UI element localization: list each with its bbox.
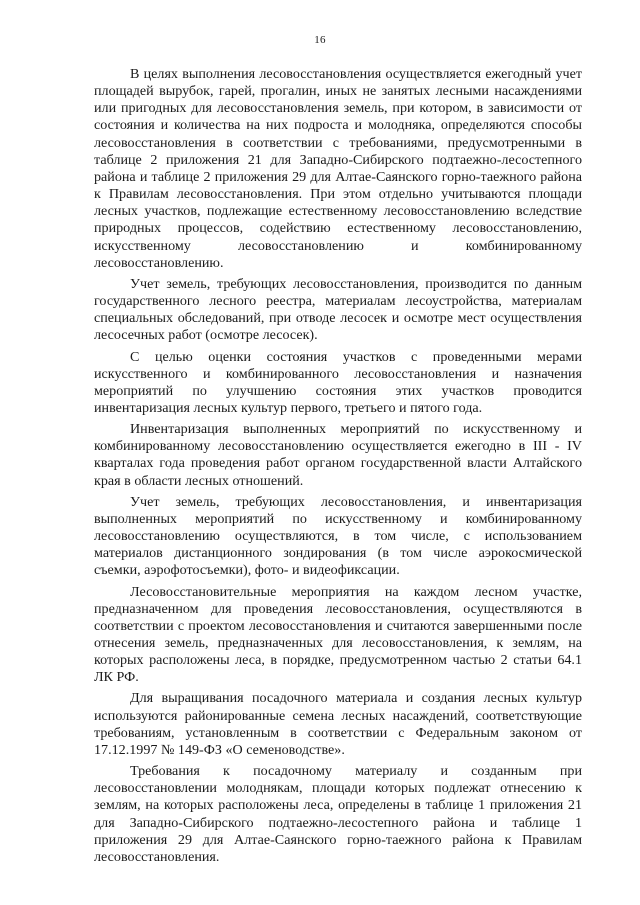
document-body [94, 66, 582, 866]
paragraph-seed-material: Для выращивания посадочного материала и создания лесных культур используются районированные семена лесных насаждений, соответствующие требованиям, установленным в соответствии с Федеральным законом от 17.12.1997 № 149-ФЗ «О семеноводстве». [94, 690, 582, 758]
paragraph-remote-sensing: Учет земель, требующих лесовосстановления, и инвентаризация выполненных мероприятий по искусственному и комбинированному лесовосстановлению осуществляются, в том числе, с использованием материалов дистанционного зондирования (в том числе аэрокосмической съемки, аэрофотосъемки), фото- и видеофиксации. [94, 493, 582, 579]
page-number: 16 [314, 34, 326, 46]
paragraph-planting-requirements: Требования к посадочному материалу и созданным при лесовосстановлении молоднякам, площади которых подлежат отнесению к землям, на которых расположены леса, определены в таблице 1 приложения 21 для Западно-Сибирского подтаежно-лесостепного района и таблице 1 приложения 29 для Алтае-Саянского горно-таежного района к Правилам лесовосстановления. [94, 763, 582, 865]
paragraph-reforestation-completion: Лесовосстановительные мероприятия на каждом лесном участке, предназначенном для проведения лесовосстановления, осуществляются в соответствии с проектом лесовосстановления и считаются завершенными после отнесения земель, предназначенных для лесовосстановления, к землям, на которых расположены леса, в порядке, предусмотренном частью 2 статьи 64.1 ЛК РФ. [94, 583, 582, 686]
paragraph-plantation-inventory: С целью оценки состояния участков с проведенными мерами искусственного и комбинированного лесовосстановления и назначения мероприятий по улучшению состояния этих участков проводится инвентаризация лесных культур первого, третьего и пятого года. [94, 348, 582, 416]
paragraph-land-accounting-sources: Учет земель, требующих лесовосстановления, производится по данным государственного лесного реестра, материалам лесоустройства, материалам специальных обследований, при отводе лесосек и осмотре мест осуществления лесосечных работ (осмотре лесосек). [94, 275, 582, 344]
paragraph-reforestation-accounting: В целях выполнения лесовосстановления осуществляется ежегодный учет площадей вырубок, гарей, прогалин, иных не занятых лесными насаждениями или пригодных для лесовосстановления земель, при котором, в зависимости от состояния и количества на них подроста и молодняка, определяются способы лесовосстановления в соответствии с требованиями, предусмотренными в таблице 2 приложения 21 для Западно-Сибирского подтаежно-лесостепного района и таблице 2 приложения 29 для Алтае-Саянского горно-таежного района к Правилам лесовосстановления. При этом отдельно учитываются площади лесных участков, подлежащие естественному лесовосстановлению вследствие природных процессов, содействию естественному лесовосстановлению, искусственному лесовосстановлению и комбинированному лесовосстановлению. [94, 66, 582, 271]
paragraph-inventory-schedule: Инвентаризация выполненных мероприятий по искусственному и комбинированному лесовосстановлению осуществляется ежегодно в III - IV кварталах года проведения работ органом государственной власти Алтайского края в области лесных отношений. [94, 421, 582, 489]
